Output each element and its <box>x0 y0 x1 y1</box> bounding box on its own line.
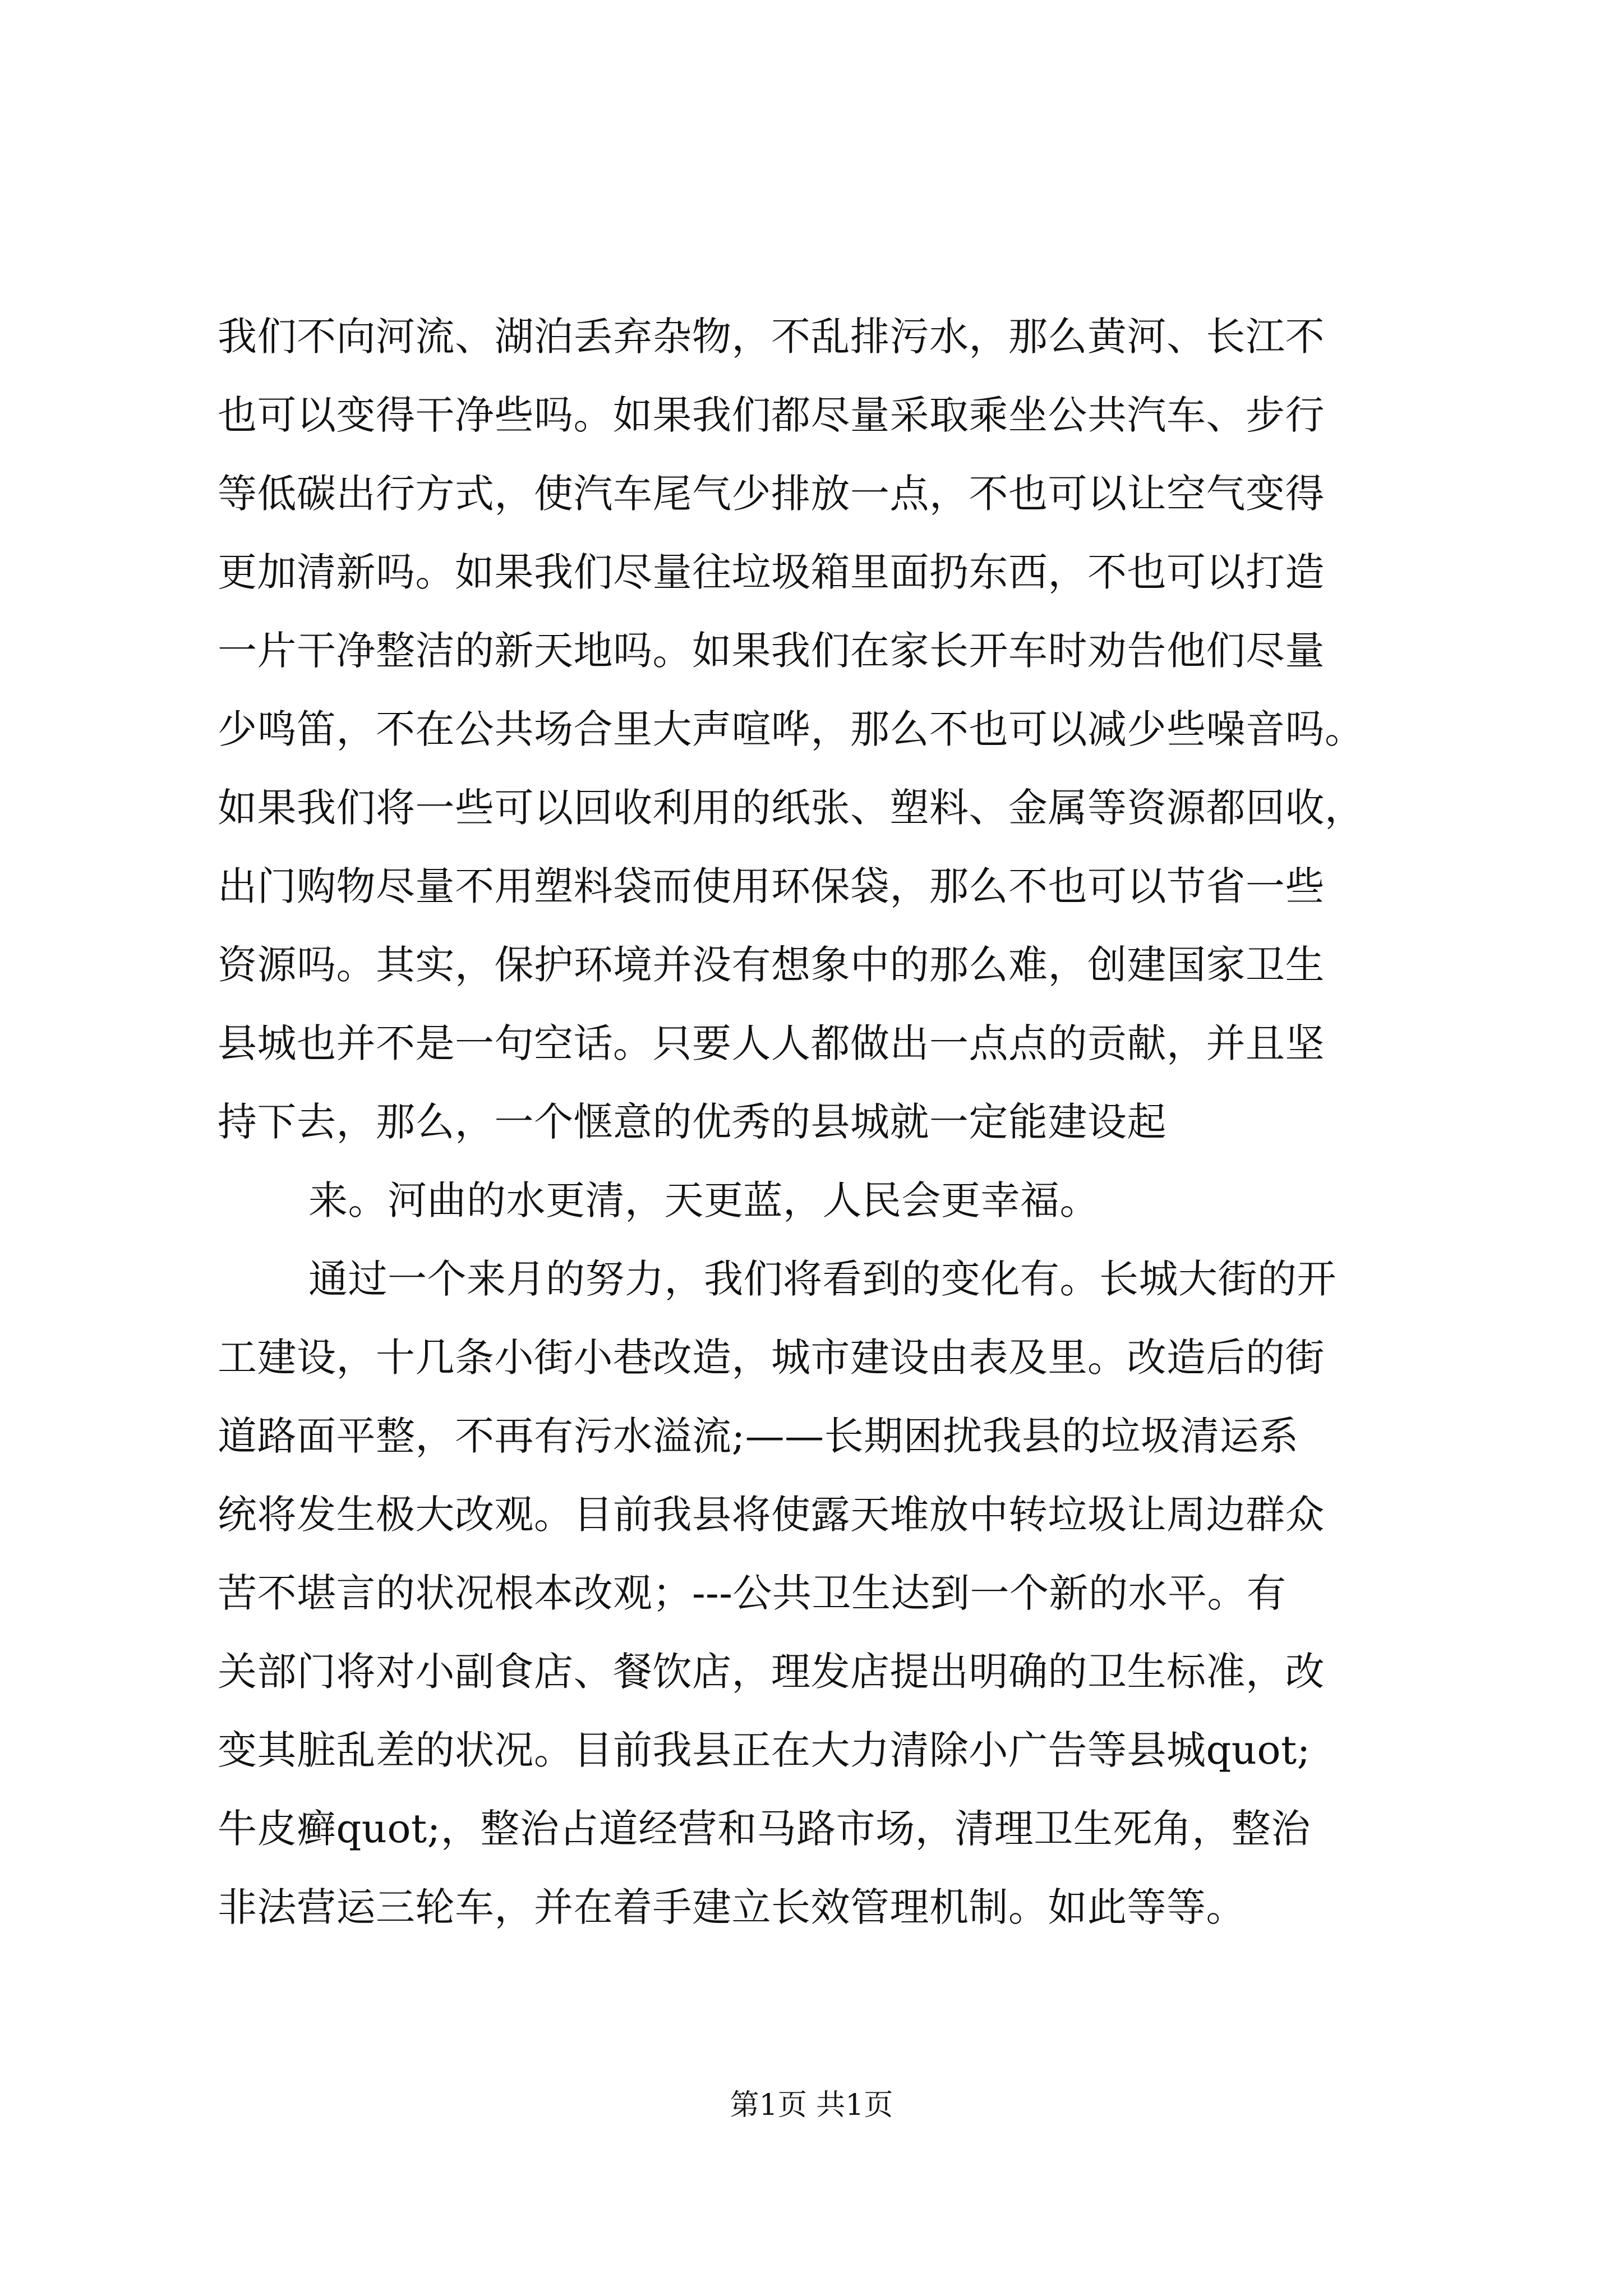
text-line: 一片干净整洁的新天地吗。如果我们在家长开车时劝告他们尽量 <box>218 628 1325 674</box>
text-line: 牛皮癣quot;，整治占道经营和马路市场，清理卫生死角，整治 <box>218 1806 1311 1852</box>
text-line: 持下去，那么，一个惬意的优秀的县城就一定能建设起 <box>218 1099 1166 1145</box>
page-number-footer: 第1页 共1页 <box>730 2088 893 2122</box>
text-line: 也可以变得干净些吗。如果我们都尽量采取乘坐公共汽车、步行 <box>218 392 1325 438</box>
text-line: 等低碳出行方式，使汽车尾气少排放一点，不也可以让空气变得 <box>218 471 1325 517</box>
text-line: 我们不向河流、湖泊丢弃杂物，不乱排污水，那么黄河、长江不 <box>218 314 1325 360</box>
text-line: 关部门将对小副食店、餐饮店，理发店提出明确的卫生标准，改 <box>218 1649 1325 1695</box>
text-line: 苦不堪言的状况根本改观；---公共卫生达到一个新的水平。有 <box>218 1570 1287 1616</box>
text-line: 统将发生极大改观。目前我县将使露天堆放中转垃圾让周边群众 <box>218 1492 1325 1538</box>
text-line: 资源吗。其实，保护环境并没有想象中的那么难，创建国家卫生 <box>218 942 1325 988</box>
text-line: 更加清新吗。如果我们尽量往垃圾箱里面扔东西，不也可以打造 <box>218 549 1325 595</box>
text-line: 变其脏乱差的状况。目前我县正在大力清除小广告等县城quot; <box>218 1727 1311 1773</box>
text-line: 道路面平整，不再有污水溢流;——长期困扰我县的垃圾清运系 <box>218 1413 1299 1459</box>
paragraph-start-line: 通过一个来月的努力，我们将看到的变化有。长城大街的开 <box>308 1256 1336 1302</box>
text-line: 少鸣笛，不在公共场合里大声喧哗，那么不也可以减少些噪音吗。 <box>218 706 1364 752</box>
text-line: 县城也并不是一句空话。只要人人都做出一点点的贡献，并且坚 <box>218 1020 1325 1066</box>
text-line: 非法营运三轮车，并在着手建立长效管理机制。如此等等。 <box>218 1884 1246 1930</box>
text-line: 工建设，十几条小街小巷改造，城市建设由表及里。改造后的街 <box>218 1335 1325 1381</box>
text-line: 如果我们将一些可以回收利用的纸张、塑料、金属等资源都回收， <box>218 785 1364 831</box>
text-line: 出门购物尽量不用塑料袋而使用环保袋，那么不也可以节省一些 <box>218 863 1325 909</box>
paragraph-start-line: 来。河曲的水更清，天更蓝，人民会更幸福。 <box>308 1177 1099 1223</box>
